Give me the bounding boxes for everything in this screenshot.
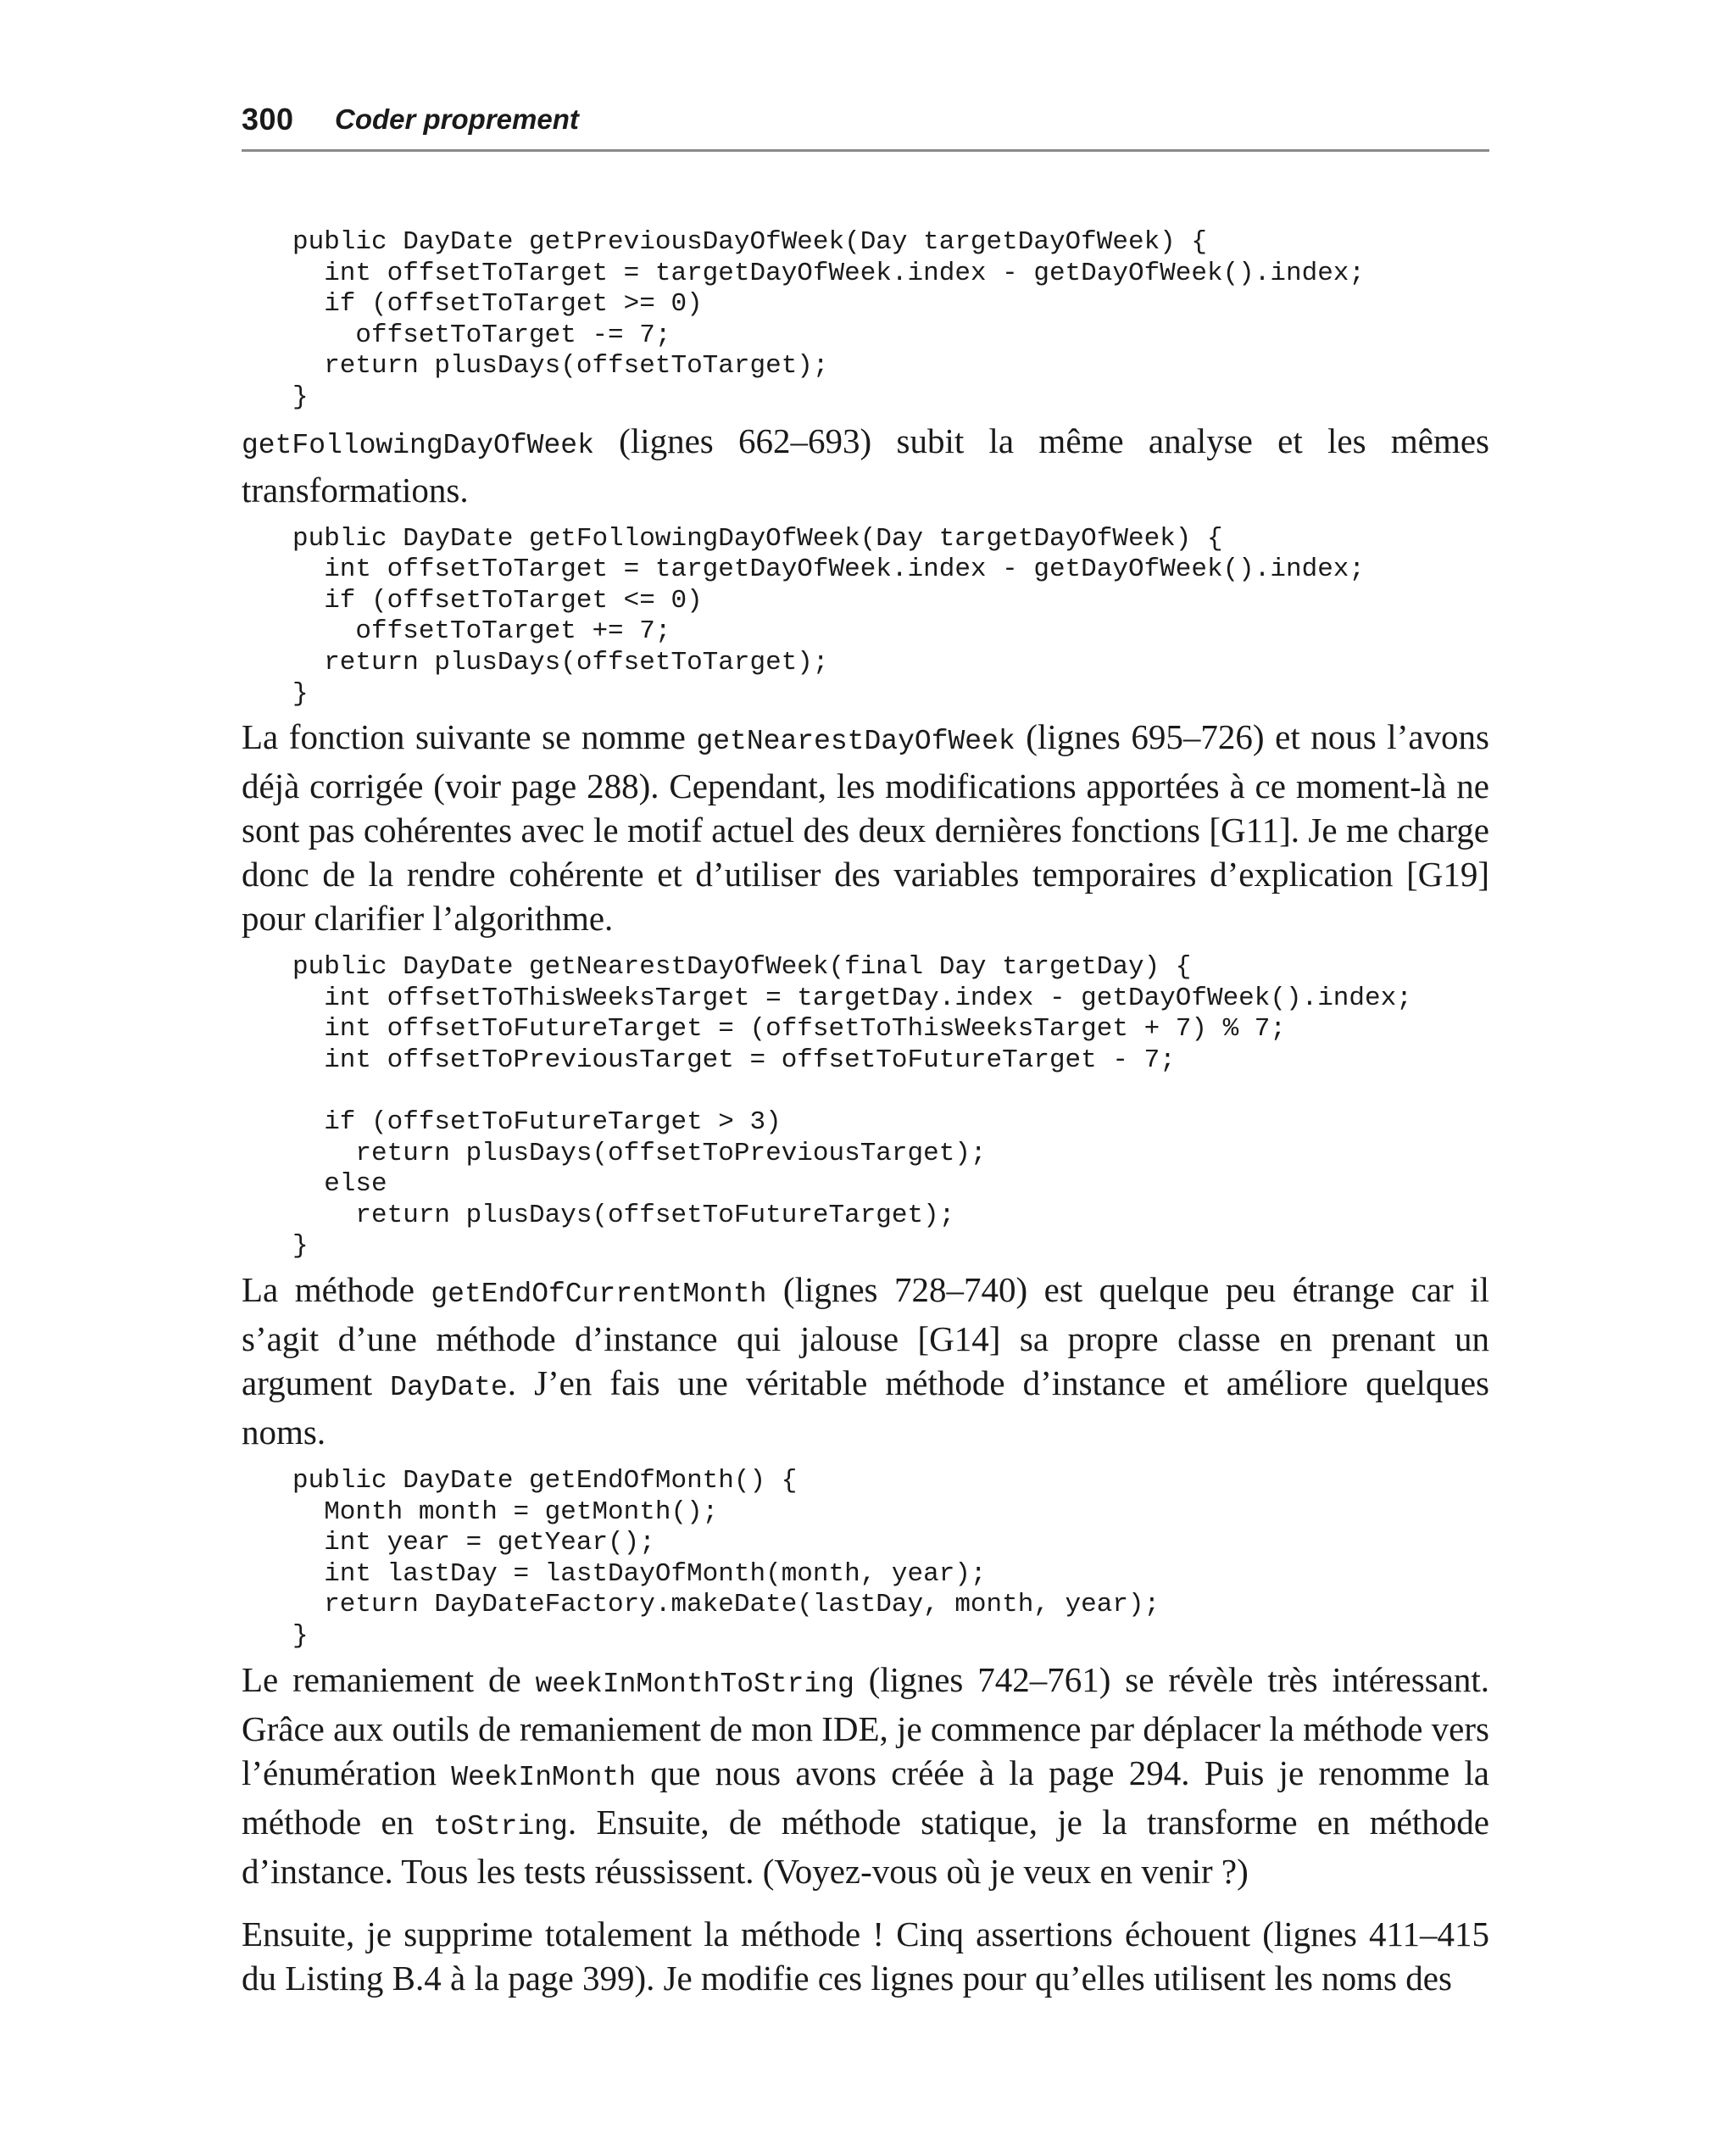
paragraph-text: Ensuite, je supprime totalement la méthode ! Cinq assertions échouent (lignes 411–415 du Listing B.4 à la page 399). Je modifie ces lignes pour qu’elles utilisent les noms des	[242, 1914, 1489, 1998]
book-title: Coder proprement	[335, 103, 579, 135]
paragraph-text: . J’en fais une véritable méthode d’instance et améliore quelques noms.	[242, 1363, 1489, 1452]
inline-code: getFollowingDayOfWeek	[242, 429, 594, 461]
code-block-get-previous-day-of-week: public DayDate getPreviousDayOfWeek(Day targetDayOfWeek) { int offsetToTarget = targetDayOfWeek.index - getDayOfWeek().index; if (offsetToTarget >= 0) offsetToTarget -= 7; return plusDays(offsetToTarget); }	[292, 227, 1366, 412]
paragraph-text: La fonction suivante se nomme	[242, 717, 697, 757]
paragraph-text: (lignes 662–693) subit la même analyse et les mêmes transformations.	[242, 421, 1489, 510]
paragraph-following-day-of-week	[242, 419, 1489, 512]
inline-code: WeekInMonth	[451, 1761, 637, 1793]
code-block-get-end-of-month: public DayDate getEndOfMonth() { Month month = getMonth(); int year = getYear(); int lastDay = lastDayOfMonth(month, year); return DayDateFactory.makeDate(lastDay, month, year); }	[292, 1466, 1160, 1652]
code-block-get-nearest-day-of-week: public DayDate getNearestDayOfWeek(final Day targetDay) { int offsetToThisWeeksTarget = targetDay.index - getDayOfWeek().index; int offsetToFutureTarget = (offsetToThisWeeksTarget + 7) % 7; int offsetToPreviousTarget = offsetToFutureTarget - 7; if (offsetToFutureTarget > 3) return plusDays(offsetToPreviousTarget); else return plusDays(offsetToFutureTarget); }	[292, 952, 1412, 1262]
paragraph-end-of-current-month	[242, 1268, 1489, 1454]
inline-code: toString	[433, 1810, 568, 1842]
paragraph-week-in-month-to-string	[242, 1658, 1489, 1893]
paragraph-text: (lignes 742–761) se révèle très intéressant. Grâce aux outils de remaniement de mon IDE, je commence par déplacer la méthode vers l’énumération	[242, 1659, 1489, 1792]
inline-code: weekInMonthToString	[535, 1668, 854, 1700]
paragraph-text: La méthode	[242, 1270, 431, 1310]
inline-code: getNearestDayOfWeek	[696, 726, 1015, 758]
code-block-get-following-day-of-week: public DayDate getFollowingDayOfWeek(Day targetDayOfWeek) { int offsetToTarget = targetDayOfWeek.index - getDayOfWeek().index; if (offsetToTarget <= 0) offsetToTarget += 7; return plusDays(offsetToTarget); }	[292, 523, 1366, 709]
paragraph-text: (lignes 728–740) est quelque peu étrange car il s’agit d’une méthode d’instance qui jalouse [G14] sa propre classe en prenant un argument	[242, 1270, 1489, 1403]
page-number: 300	[242, 102, 294, 137]
paragraph-nearest-day-of-week	[242, 715, 1489, 940]
inline-code: DayDate	[390, 1372, 508, 1404]
page-content	[242, 227, 1489, 2000]
inline-code: getEndOfCurrentMonth	[431, 1279, 767, 1311]
running-header	[242, 100, 1489, 152]
paragraph-text: Le remaniement de	[242, 1659, 536, 1699]
paragraph-text: (lignes 695–726) et nous l’avons déjà corrigée (voir page 288). Cependant, les modifications apportées à ce moment-là ne sont pas cohérentes avec le motif actuel des deux dernières fonctions [G11]. Je me charge donc de la rendre cohérente et d’utiliser des variables temporaires d’explication [G19] pour clarifier l’algorithme.	[242, 717, 1489, 939]
paragraph-text: que nous avons créée à la page 294. Puis je renomme la méthode en	[242, 1753, 1489, 1842]
paragraph-text: . Ensuite, de méthode statique, je la transforme en méthode d’instance. Tous les tests réussissent. (Voyez-vous où je veux en venir ?)	[242, 1802, 1489, 1891]
paragraph-remove-method	[242, 1912, 1489, 2000]
